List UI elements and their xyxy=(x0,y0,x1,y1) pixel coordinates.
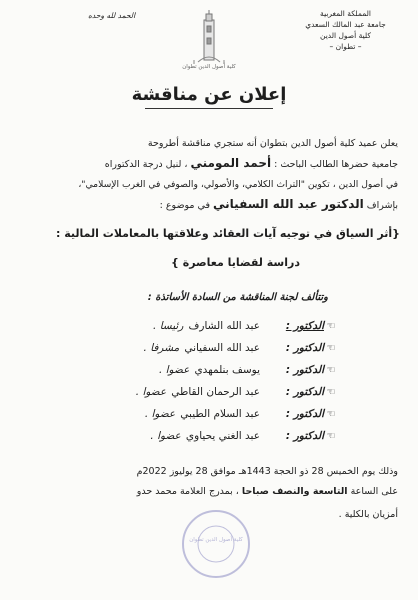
member-role: مشرفا . xyxy=(143,342,180,354)
intro-line-4-suffix: في موضوع : xyxy=(159,200,214,211)
member-role: عضوا . xyxy=(144,408,176,420)
member-rank: الدكتور : xyxy=(285,320,324,332)
page-title: إعلان عن مناقشة xyxy=(131,84,287,105)
intro-line-2 xyxy=(105,156,398,172)
committee-member xyxy=(78,424,338,440)
member-name: عبد الرحمان القاطي xyxy=(171,386,260,398)
closing-line-1: وذلك يوم الخميس 28 ذو الحجة 1443هـ موافق 28 يوليوز 2022م xyxy=(136,466,398,477)
closing-line-3: أمزيان بالكلية . xyxy=(338,509,398,520)
member-rank: الدكتور : xyxy=(285,342,324,354)
bullet-icon: ☜ xyxy=(326,387,336,398)
bullet-icon: ☜ xyxy=(326,365,336,376)
committee-member xyxy=(78,336,338,352)
closing-line-2 xyxy=(137,485,398,499)
closing-line-2-prefix: على الساعة xyxy=(347,486,398,497)
bullet-icon: ☜ xyxy=(326,343,336,354)
basmala: الحمد لله وحده xyxy=(88,11,136,20)
committee-member xyxy=(78,380,338,396)
letterhead-line: كلية أصول الدين xyxy=(320,31,371,40)
bullet-icon: ☜ xyxy=(326,321,336,332)
member-name: يوسف بنلمهدي xyxy=(194,364,260,376)
letterhead-line: – تطوان – xyxy=(329,42,362,51)
letterhead xyxy=(293,8,398,52)
member-role: عضوا . xyxy=(150,430,181,442)
member-role: عضوا . xyxy=(135,386,167,398)
intro-line-3: في أصول الدين ، تكوين "التراث الكلامي، والأصولي، والصوفي في الغرب الإسلامي"، xyxy=(78,179,398,190)
faculty-logo xyxy=(180,10,238,78)
intro-line-4-prefix: بإشراف xyxy=(363,200,398,211)
defense-time: التاسعة والنصف صباحا xyxy=(241,486,348,497)
student-name: أحمد المومني xyxy=(190,156,272,170)
bullet-icon: ☜ xyxy=(326,431,336,442)
intro-line-4 xyxy=(160,197,398,213)
intro-line-1: يعلن عميد كلية أصول الدين بتطوان أنه ستجري مناقشة أطروحة xyxy=(147,138,398,149)
member-role: رئيسا . xyxy=(153,320,184,332)
member-rank: الدكتور : xyxy=(285,430,324,442)
member-rank: الدكتور : xyxy=(285,386,324,398)
closing-line-2-suffix: ، بمدرج العلامة محمد حدو xyxy=(136,486,242,497)
official-stamp xyxy=(180,508,252,580)
member-name: عبد الغني يحياوي xyxy=(185,430,260,442)
supervisor-name: الدكتور عبد الله السفياني xyxy=(213,197,364,211)
intro-line-2-prefix: جامعية حضرها الطالب الباحث : xyxy=(271,159,398,170)
member-role: عضوا . xyxy=(158,364,190,376)
committee-heading: وتتألف لجنة المناقشة من السادة الأساتذة : xyxy=(147,292,328,303)
logo-caption: كلية أصول الدين تطوان xyxy=(182,64,236,70)
stamp-text: كلية أصول الدين تطوان xyxy=(189,537,243,543)
member-rank: الدكتور : xyxy=(285,364,324,376)
committee-member xyxy=(78,314,338,330)
stamp-icon xyxy=(180,508,252,580)
member-name: عبد الله الشارف xyxy=(188,320,260,332)
member-name: عبد الله السفياني xyxy=(184,342,260,354)
committee-member xyxy=(78,358,338,374)
committee-list xyxy=(78,314,338,440)
thesis-topic-line-2: دراسة لقضايا معاصرة } xyxy=(171,256,300,269)
committee-member xyxy=(78,402,338,418)
bullet-icon: ☜ xyxy=(326,409,336,420)
member-rank: الدكتور : xyxy=(285,408,324,420)
title-underline xyxy=(145,108,273,109)
letterhead-line: المملكة المغربية xyxy=(320,9,371,18)
intro-line-2-suffix: ، لنيل درجة الدكتوراه xyxy=(104,159,191,170)
member-name: عبد السلام الطيبي xyxy=(180,408,260,420)
thesis-topic-line-1: {أثر السياق في توجيه آيات العقائد وعلاقتها بالمعاملات المالية : xyxy=(56,227,400,240)
letterhead-line: جامعة عبد المالك السعدي xyxy=(305,20,386,29)
